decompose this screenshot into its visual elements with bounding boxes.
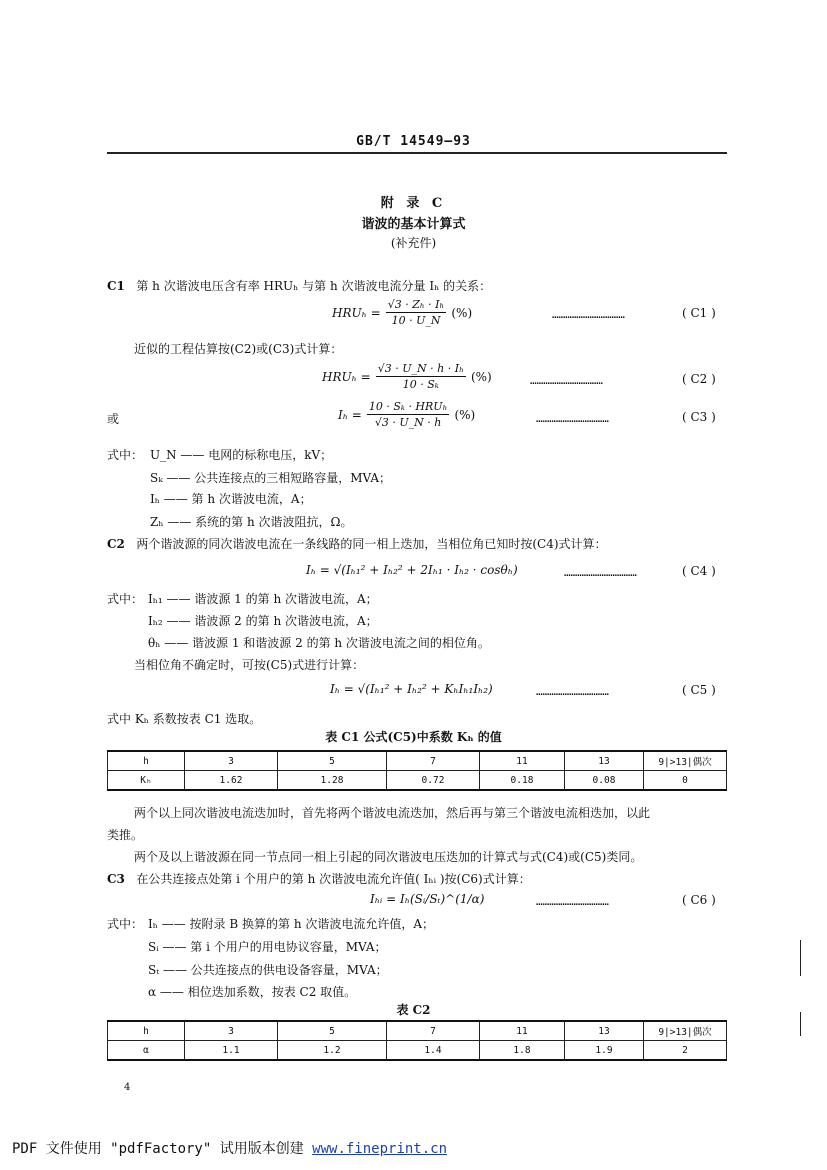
c1-var-un: U_N —— 电网的标称电压，kV； [150,448,333,462]
c1-label: C1 [107,279,125,293]
eq3-numerator: 10 · Sₖ · HRUₕ [368,400,448,413]
appendix-title: 附 录 C [380,196,447,211]
table-row [108,751,727,771]
c2-var-ih2: Iₕ₂ —— 谐波源 2 的第 h 次谐波电流，A； [148,614,378,628]
eq2-fraction [376,362,466,391]
table-cell: 1.62 [185,771,278,791]
table-cell: α [108,1041,185,1061]
table-c2 [107,1020,727,1061]
paragraph-stacking-1: 两个以上同次谐波电流迭加时，首先将两个谐波电流迭加，然后再与第三个谐波电流相迭加，以此 [134,806,651,820]
table-c2-title: 表 C2 [396,1003,431,1017]
section-c1 [107,277,491,294]
eq1-denominator: 10 · U_N [391,314,441,327]
c1-text: 第 h 次谐波电压含有率 HRUₕ 与第 h 次谐波电流分量 Iₕ 的关系： [136,279,492,293]
table-cell: 1.8 [480,1041,565,1061]
pdf-footer [12,1138,447,1158]
table-cell: 0.18 [480,771,565,791]
eq3-number: ( C3 ) [682,410,716,424]
c2-var-theta: θₕ —— 谐波源 1 和谐波源 2 的第 h 次谐波电流之间的相位角。 [148,636,490,650]
eq2-numerator: √3 · U_N · h · Iₕ [377,362,464,375]
eq1-unit: (%) [451,306,473,320]
eq2-denominator: 10 · Sₖ [402,378,439,391]
c3-var-ih: Iₕ —— 按附录 B 换算的第 h 次谐波电流允许值，A； [148,917,435,931]
paragraph-stacking-2: 两个及以上谐波源在同一节点同一相上引起的同次谐波电压迭加的计算式与式(C4)或(C5)类同。 [134,850,643,864]
eq5-leader-dots: …………………………… [536,685,609,698]
eq2-number: ( C2 ) [682,372,716,386]
equation-c6: Iₕᵢ = Iₕ(Sᵢ/Sₜ)^(1/α) [370,892,485,906]
eq1-leader-dots: …………………………… [552,308,625,321]
table-cell: 5 [278,751,387,771]
table-cell: 1.2 [278,1041,387,1061]
eq2-unit: (%) [470,370,492,384]
table-cell: h [108,1021,185,1041]
table-row [108,1041,727,1061]
scan-margin-mark [800,1012,801,1036]
page-number: 4 [124,1082,131,1093]
table-c1 [107,750,727,791]
eq3-unit: (%) [454,408,476,422]
eq1-fraction [386,298,447,327]
eq4-leader-dots: …………………………… [564,566,637,579]
kh-note: 式中 Kₕ 系数按表 C1 选取。 [107,712,262,726]
table-cell: Kₕ [108,771,185,791]
table-c1-title: 表 C1 公式(C5)中系数 Kₕ 的值 [325,730,502,744]
table-cell: 11 [480,751,565,771]
equation-c4: Iₕ = √(Iₕ₁² + Iₕ₂² + 2Iₕ₁ · Iₕ₂ · cosθₕ) [306,563,518,577]
section-c2 [107,535,607,552]
c3-var-st: Sₜ —— 公共连接点的供电设备容量，MVA； [148,963,388,977]
table-cell: 1.1 [185,1041,278,1061]
c3-var-si: Sᵢ —— 第 i 个用户的用电协议容量，MVA； [148,940,387,954]
footer-link[interactable]: www.fineprint.cn [312,1141,448,1157]
c3-where: 式中： [107,917,144,931]
appendix-subtitle: 谐波的基本计算式 [361,217,466,232]
table-cell: 1.9 [565,1041,644,1061]
table-cell: 0.72 [387,771,480,791]
table-cell: 5 [278,1021,387,1041]
c2-label: C2 [107,537,125,551]
c3-var-alpha: α —— 相位迭加系数，按表 C2 取值。 [148,985,357,999]
eq3-leader-dots: …………………………… [536,412,609,425]
table-cell: 7 [387,751,480,771]
table-cell: 1.4 [387,1041,480,1061]
footer-text: PDF 文件使用 "pdfFactory" 试用版本创建 [12,1141,313,1157]
table-cell: 2 [644,1041,727,1061]
table-cell: 0 [644,771,727,791]
document-code-header: GB/T 14549—93 [356,134,471,149]
c2-where: 式中： [107,592,144,606]
eq2-leader-dots: …………………………… [530,374,603,387]
eq3-fraction [367,400,449,429]
c1-var-ih: Iₕ —— 第 h 次谐波电流，A； [150,492,312,506]
c2-var-ih1: Iₕ₁ —— 谐波源 1 的第 h 次谐波电流，A； [148,592,378,606]
eq5-number: ( C5 ) [682,683,716,697]
c3-text: 在公共连接点处第 i 个用户的第 h 次谐波电流允许值( Iₕᵢ )按(C6)式计算： [136,872,531,886]
eq6-leader-dots: …………………………… [536,895,609,908]
c1-var-zh: Zₕ —— 系统的第 h 次谐波阻抗，Ω。 [150,515,353,529]
table-cell: 13 [565,751,644,771]
table-cell: 3 [185,751,278,771]
section-c3 [107,870,531,887]
table-row [108,771,727,791]
c1-var-sk: Sₖ —— 公共连接点的三相短路容量，MVA； [150,471,392,485]
c2-uncertain-note: 当相位角不确定时，可按(C5)式进行计算： [134,658,365,672]
table-row [108,1021,727,1041]
equation-c2 [322,362,492,391]
table-cell: 9|>13|偶次 [644,751,727,771]
table-cell: 3 [185,1021,278,1041]
equation-c1 [332,298,472,327]
or-label: 或 [107,412,120,426]
c2-text: 两个谐波源的同次谐波电流在一条线路的同一相上迭加，当相位角已知时按(C4)式计算： [136,537,607,551]
approx-note: 近似的工程估算按(C2)或(C3)式计算： [134,342,343,356]
table-cell: 0.08 [565,771,644,791]
equation-c3 [338,400,475,429]
table-cell: 9|>13|偶次 [644,1021,727,1041]
eq1-lhs: HRUₕ = [332,306,381,320]
appendix-note: (补充件) [390,236,437,250]
paragraph-stacking-1-cont: 类推。 [107,828,144,842]
c1-where: 式中： [107,448,144,462]
table-cell: 1.28 [278,771,387,791]
equation-c5: Iₕ = √(Iₕ₁² + Iₕ₂² + KₕIₕ₁Iₕ₂) [330,682,493,696]
table-cell: 13 [565,1021,644,1041]
eq2-lhs: HRUₕ = [322,370,371,384]
table-cell: 11 [480,1021,565,1041]
eq3-denominator: √3 · U_N · h [374,416,442,429]
eq6-number: ( C6 ) [682,893,716,907]
scan-margin-mark [800,940,801,976]
eq1-numerator: √3 · Zₕ · Iₕ [387,298,445,311]
eq1-number: ( C1 ) [682,306,716,320]
eq4-number: ( C4 ) [682,564,716,578]
header-rule [107,152,727,154]
c3-label: C3 [107,872,125,886]
table-cell: 7 [387,1021,480,1041]
eq3-lhs: Iₕ = [338,408,362,422]
table-cell: h [108,751,185,771]
